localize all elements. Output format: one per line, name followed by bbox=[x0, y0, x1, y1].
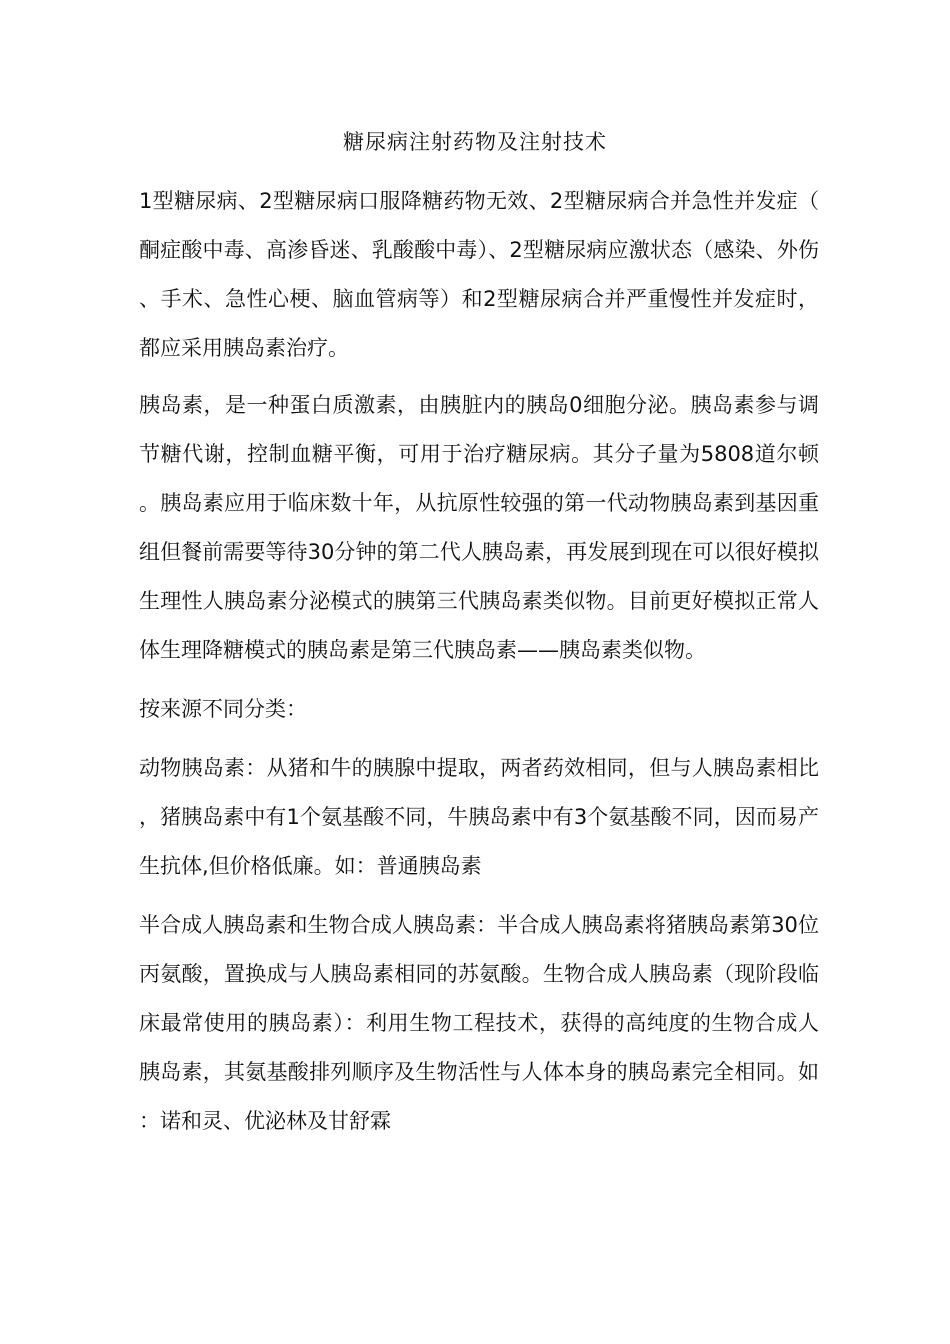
paragraph-insulin-overview: 胰岛素，是一种蛋白质激素，由胰脏内的胰岛0细胞分泌。胰岛素参与调节糖代谢，控制血糖平衡，可用于治疗糖尿病。其分子量为5808道尔顿。胰岛素应用于临床数十年，从抗原性较强的第一代动物胰岛素到基因重组但餐前需要等待30分钟的第二代人胰岛素，再发展到现在可以很好模拟生理性人胰岛素分泌模式的胰第三代胰岛素类似物。目前更好模拟正常人体生理降糖模式的胰岛素是第三代胰岛素——胰岛素类似物。 bbox=[139, 393, 819, 662]
paragraph-human-insulin: 半合成人胰岛素和生物合成人胰岛素：半合成人胰岛素将猪胰岛素第30位丙氨酸，置换成与人胰岛素相同的苏氨酸。生物合成人胰岛素（现阶段临床最常使用的胰岛素）：利用生物工程技术，获得的高纯度的生物合成人胰岛素，其氨基酸排列顺序及生物活性与人体本身的胰岛素完全相同。如：诺和灵、优泌林及甘舒霖 bbox=[139, 913, 819, 1133]
paragraph-animal-insulin: 动物胰岛素：从猪和牛的胰腺中提取，两者药效相同，但与人胰岛素相比，猪胰岛素中有1个氨基酸不同，牛胰岛素中有3个氨基酸不同，因而易产生抗体,但价格低廉。如：普通胰岛素 bbox=[139, 756, 819, 878]
document-title: 糖尿病注射药物及注射技术 bbox=[343, 130, 607, 154]
paragraph-classification-heading: 按来源不同分类： bbox=[139, 697, 307, 721]
paragraph-indications: 1型糖尿病、2型糖尿病口服降糖药物无效、2型糖尿病合并急性并发症（酮症酸中毒、高渗昏迷、乳酸酸中毒）、2型糖尿病应激状态（感染、外伤、手术、急性心梗、脑血管病等）和2型糖尿病合并严重慢性并发症时，都应采用胰岛素治疗。 bbox=[139, 189, 819, 360]
document-body bbox=[139, 177, 819, 1156]
